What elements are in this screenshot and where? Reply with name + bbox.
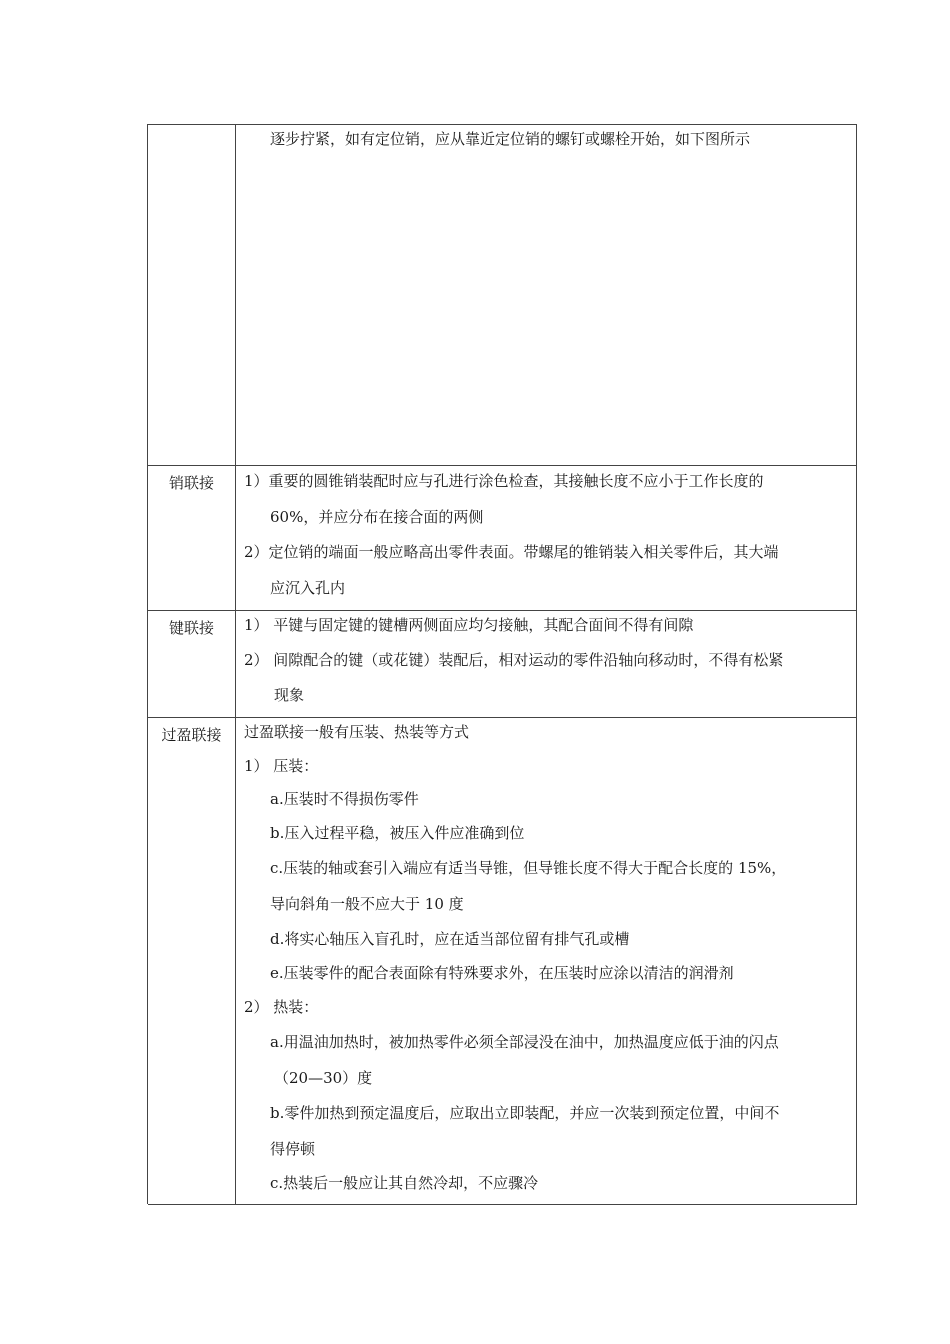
row-content	[236, 125, 857, 465]
content-line: 1） 平键与固定键的键槽两侧面应均匀接触，其配合面间不得有间隙	[244, 616, 694, 634]
content-line: 得停顿	[270, 1140, 316, 1158]
table-row-pin-joint	[148, 466, 857, 611]
content-line: 2） 间隙配合的键（或花键）装配后，相对运动的零件沿轴向移动时，不得有松紧	[244, 651, 784, 669]
content-line: 1）重要的圆锥销装配时应与孔进行涂色检查，其接触长度不应小于工作长度的	[244, 472, 764, 490]
content-line: （20—30）度	[274, 1069, 373, 1087]
content-line: 2） 热装：	[244, 998, 319, 1016]
row-content-interference-joint	[236, 718, 857, 1204]
content-line: a.用温油加热时，被加热零件必须全部浸没在油中，加热温度应低于油的闪点	[270, 1033, 779, 1051]
content-line: 过盈联接一般有压装、热装等方式	[244, 723, 470, 741]
content-line: 逐步拧紧，如有定位销，应从靠近定位销的螺钉或螺栓开始，如下图所示	[270, 130, 751, 148]
content-line: b.压入过程平稳，被压入件应准确到位	[270, 824, 525, 842]
content-line: c.压装的轴或套引入端应有适当导锥，但导锥长度不得大于配合长度的 15%，	[270, 859, 787, 877]
row-content-key-joint	[236, 611, 857, 717]
content-line: d.将实心轴压入盲孔时，应在适当部位留有排气孔或槽	[270, 930, 630, 948]
content-line: b.零件加热到预定温度后，应取出立即装配，并应一次装到预定位置，中间不	[270, 1104, 780, 1122]
content-line: a.压装时不得损伤零件	[270, 790, 419, 808]
content-line: 现象	[274, 686, 305, 704]
content-line: e.压装零件的配合表面除有特殊要求外，在压装时应涂以清洁的润滑剂	[270, 964, 734, 982]
assembly-spec-table	[147, 124, 857, 1204]
row-label	[148, 125, 236, 465]
table-row-key-joint	[148, 611, 857, 718]
row-content-pin-joint	[236, 466, 857, 610]
content-line: 60%，并应分布在接合面的两侧	[270, 508, 484, 526]
table-row-interference-joint	[148, 718, 857, 1205]
content-line: 2）定位销的端面一般应略高出零件表面。带螺尾的锥销装入相关零件后，其大端	[244, 543, 779, 561]
row-label-pin-joint: 销联接	[148, 466, 236, 610]
content-line: c.热装后一般应让其自然冷却，不应骤冷	[270, 1174, 539, 1192]
row-label-key-joint: 键联接	[148, 611, 236, 717]
content-line: 导向斜角一般不应大于 10 度	[270, 895, 464, 913]
content-line: 应沉入孔内	[270, 579, 346, 597]
content-line: 1） 压装：	[244, 757, 319, 775]
table-row-continuation	[148, 125, 857, 466]
row-label-interference-joint: 过盈联接	[148, 718, 236, 1204]
